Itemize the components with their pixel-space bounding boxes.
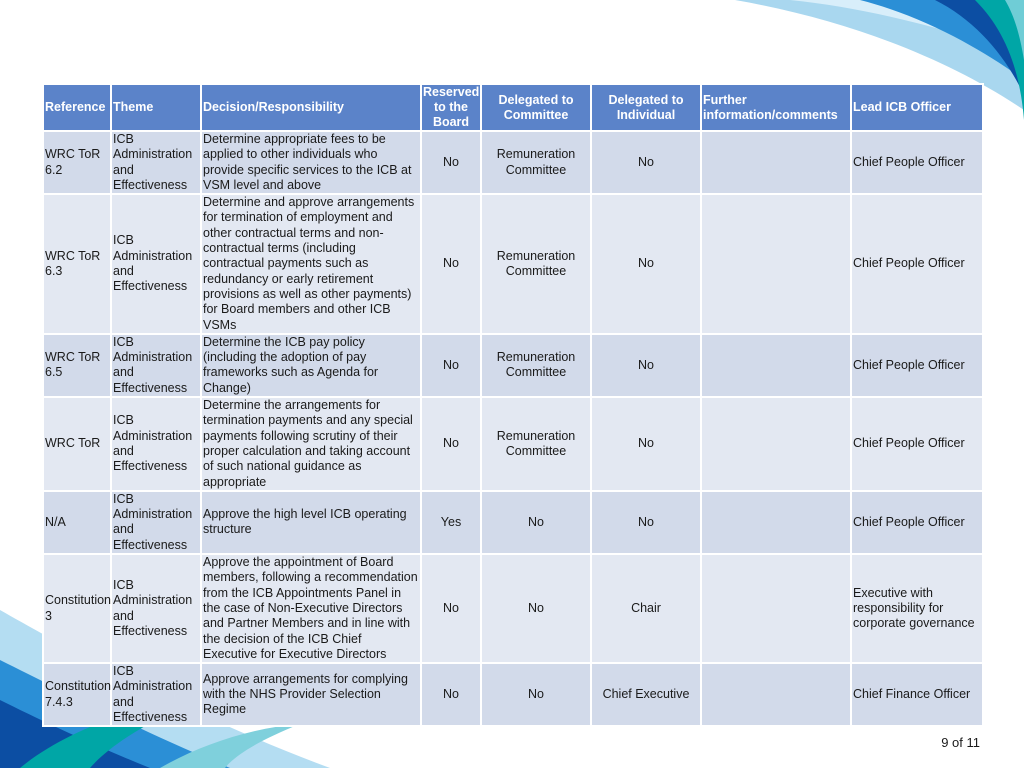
cell-reserved: No (421, 194, 481, 334)
header-theme: Theme (111, 84, 201, 131)
cell-decision: Approve the appointment of Board members, following a recommendation from the ICB Appointments Panel in the case of Non-Executive Directors and Partner Members and in line with the decision of the ICB Chief Executive for Executive Directors (201, 554, 421, 663)
table-row (43, 397, 983, 491)
header-reference: Reference (43, 84, 111, 131)
cell-reserved: No (421, 334, 481, 397)
cell-committee: Remuneration Committee (481, 397, 591, 491)
cell-reserved: No (421, 663, 481, 726)
cell-decision: Determine the arrangements for termination payments and any special payments following scrutiny of their proper calculation and taking account of such national guidance as appropriate (201, 397, 421, 491)
cell-individual: No (591, 194, 701, 334)
cell-further (701, 491, 851, 554)
cell-decision: Determine appropriate fees to be applied to other individuals who provide specific services to the ICB at VSM level and above (201, 131, 421, 194)
cell-further (701, 334, 851, 397)
cell-lead: Chief People Officer (851, 491, 983, 554)
page-number: 9 of 11 (941, 735, 980, 750)
cell-theme: ICB Administration and Effectiveness (111, 194, 201, 334)
header-individual: Delegated to Individual (591, 84, 701, 131)
header-reserved: Reserved to the Board (423, 85, 480, 129)
header-further: Further information/comments (701, 84, 851, 131)
cell-reserved: No (421, 131, 481, 194)
cell-theme: ICB Administration and Effectiveness (111, 397, 201, 491)
cell-reference: Constitution 7.4.3 (43, 663, 111, 726)
cell-theme: ICB Administration and Effectiveness (111, 491, 201, 554)
header-decision: Decision/Responsibility (201, 84, 421, 131)
cell-committee: Remuneration Committee (481, 131, 591, 194)
header-committee: Delegated to Committee (481, 84, 591, 131)
cell-further (701, 194, 851, 334)
cell-individual: Chair (591, 554, 701, 663)
cell-individual: Chief Executive (591, 663, 701, 726)
cell-further (701, 131, 851, 194)
header-lead: Lead ICB Officer (851, 84, 983, 131)
cell-reference: WRC ToR 6.2 (43, 131, 111, 194)
cell-committee: Remuneration Committee (481, 194, 591, 334)
cell-individual: No (591, 131, 701, 194)
cell-individual: No (591, 397, 701, 491)
cell-further (701, 663, 851, 726)
cell-decision: Determine the ICB pay policy (including the adoption of pay frameworks such as Agenda for Change) (201, 334, 421, 397)
table-header-row (43, 84, 983, 131)
cell-committee: No (481, 491, 591, 554)
table-row (43, 491, 983, 554)
cell-reserved: No (421, 397, 481, 491)
table-row (43, 334, 983, 397)
cell-theme: ICB Administration and Effectiveness (111, 334, 201, 397)
delegation-table (42, 83, 984, 727)
cell-lead: Executive with responsibility for corporate governance (851, 554, 983, 663)
cell-reference: Constitution 3 (43, 554, 111, 663)
table-row (43, 554, 983, 663)
table-row (43, 663, 983, 726)
cell-theme: ICB Administration and Effectiveness (111, 554, 201, 663)
cell-committee: No (481, 663, 591, 726)
cell-lead: Chief People Officer (851, 397, 983, 491)
cell-decision: Approve arrangements for complying with the NHS Provider Selection Regime (201, 663, 421, 726)
cell-reference: WRC ToR (43, 397, 111, 491)
cell-committee: Remuneration Committee (481, 334, 591, 397)
cell-lead: Chief Finance Officer (851, 663, 983, 726)
cell-decision: Approve the high level ICB operating structure (201, 491, 421, 554)
cell-decision: Determine and approve arrangements for termination of employment and other contractual terms and non-contractual terms (including contractual payments such as redundancy or early retirement provisions as well as other payments) for Board members and other ICB VSMs (201, 194, 421, 334)
table-row (43, 194, 983, 334)
cell-further (701, 397, 851, 491)
cell-reserved: No (421, 554, 481, 663)
table-row (43, 131, 983, 194)
cell-individual: No (591, 334, 701, 397)
cell-further (701, 554, 851, 663)
cell-reference: WRC ToR 6.5 (43, 334, 111, 397)
cell-lead: Chief People Officer (851, 334, 983, 397)
cell-theme: ICB Administration and Effectiveness (111, 663, 201, 726)
cell-reference: WRC ToR 6.3 (43, 194, 111, 334)
cell-reserved: Yes (421, 491, 481, 554)
cell-theme: ICB Administration and Effectiveness (111, 131, 201, 194)
cell-reference: N/A (43, 491, 111, 554)
cell-committee: No (481, 554, 591, 663)
cell-lead: Chief People Officer (851, 131, 983, 194)
cell-individual: No (591, 491, 701, 554)
cell-lead: Chief People Officer (851, 194, 983, 334)
